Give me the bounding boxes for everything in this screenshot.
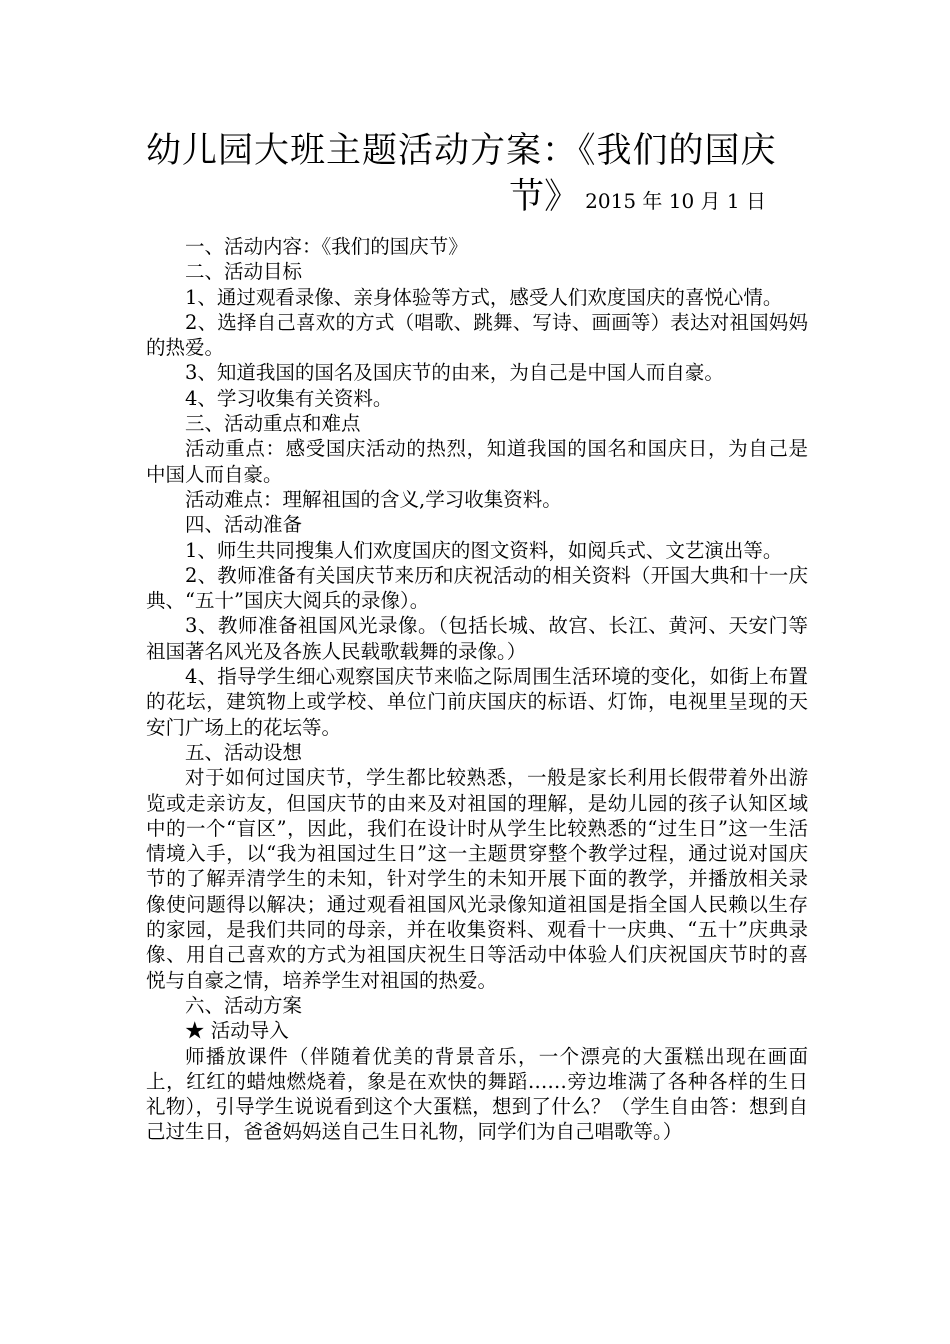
paragraph: 1、师生共同搜集人们欢度国庆的图文资料，如阅兵式、文艺演出等。 xyxy=(185,538,783,562)
paragraph: 师播放课件（伴随着优美的背景音乐，一个漂亮的大蛋糕出现在画面上，红红的蜡烛燃烧着，象是在欢快的舞蹈……旁边堆满了各种各样的生日礼物），引导学生说说看到这个大蛋糕，想到了什么？（学生自由答：想到自己过生日，爸爸妈妈送自己生日礼物，同学们为自己唱歌等。） xyxy=(146,1044,808,1144)
paragraph: 三、活动重点和难点 xyxy=(185,412,361,436)
paragraph: 3、知道我国的国名及国庆节的由来，为自己是中国人而自豪。 xyxy=(185,361,724,385)
paragraph: 一、活动内容：《我们的国庆节》 xyxy=(185,235,468,258)
document-date: 2015 年 10 月 1 日 xyxy=(585,189,766,213)
paragraph: 1、通过观看录像、亲身体验等方式，感受人们欢度国庆的喜悦心情。 xyxy=(185,285,783,309)
document-title-continued xyxy=(146,174,808,226)
paragraph: 五、活动设想 xyxy=(185,740,303,764)
paragraph: 四、活动准备 xyxy=(185,513,303,537)
paragraph: 2、选择自己喜欢的方式（唱歌、跳舞、写诗、画画等）表达对祖国妈妈的热爱。 xyxy=(146,310,808,360)
paragraph: 4、指导学生细心观察国庆节来临之际周围生活环境的变化，如街上布置的花坛，建筑物上或学校、单位门前庆国庆的标语、灯饰，电视里呈现的天安门广场上的花坛等。 xyxy=(146,665,808,739)
document-title-end: 节》 xyxy=(509,177,580,217)
paragraph: 六、活动方案 xyxy=(185,993,303,1017)
document-body xyxy=(146,234,808,1145)
paragraph: 对于如何过国庆节，学生都比较熟悉，一般是家长利用长假带着外出游览或走亲访友，但国庆节的由来及对祖国的理解，是幼儿园的孩子认知区域中的一个“盲区”，因此，我们在设计时从学生比较熟悉的“过生日”这一生活情境入手，以“我为祖国过生日”这一主题贯穿整个教学过程，通过说对国庆节的了解弄清学生的未知，针对学生的未知开展下面的教学，并播放相关录像使问题得以解决；通过观看祖国风光录像知道祖国是指全国人民赖以生存的家园，是我们共同的母亲，并在收集资料、观看十一庆典、“五十”庆典录像、用自己喜欢的方式为祖国庆祝生日等活动中体验人们庆祝国庆节时的喜悦与自豪之情，培养学生对祖国的热爱。 xyxy=(146,766,808,992)
paragraph: ★ 活动导入 xyxy=(185,1019,289,1043)
paragraph: 活动重点：感受国庆活动的热烈，知道我国的国名和国庆日，为自己是中国人而自豪。 xyxy=(146,437,808,486)
paragraph: 活动难点：理解祖国的含义,学习收集资料。 xyxy=(185,487,562,511)
paragraph: 二、活动目标 xyxy=(185,260,303,284)
paragraph: 3、教师准备祖国风光录像。（包括长城、故宫、长江、黄河、天安门等祖国著名风光及各族人民载歌载舞的录像。） xyxy=(146,614,808,663)
paragraph: 2、教师准备有关国庆节来历和庆祝活动的相关资料（开国大典和十一庆典、“五十”国庆大阅兵的录像）。 xyxy=(146,563,808,613)
document-page xyxy=(146,128,808,1145)
paragraph: 4、学习收集有关资料。 xyxy=(185,386,393,410)
document-title: 幼儿园大班主题活动方案：《我们的国庆 xyxy=(146,131,777,171)
